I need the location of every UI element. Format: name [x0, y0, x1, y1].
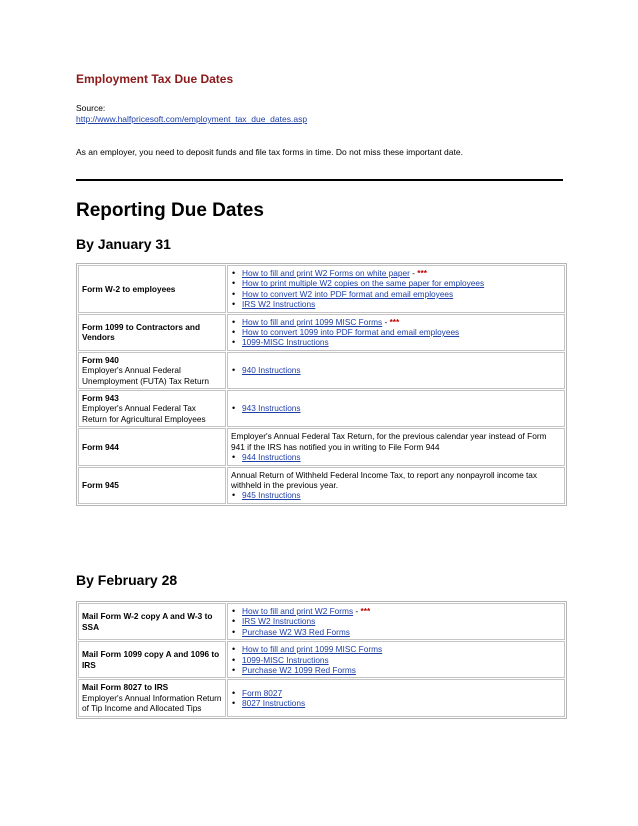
list-item — [231, 665, 561, 675]
form-cell — [78, 467, 226, 504]
instruction-link[interactable]: How to fill and print 1099 MISC Forms — [242, 644, 383, 655]
table-row — [78, 352, 565, 389]
list-item — [231, 616, 561, 626]
links-cell — [227, 314, 565, 351]
document-title: Employment Tax Due Dates — [76, 72, 234, 86]
instruction-link[interactable]: IRS W2 Instructions — [242, 299, 316, 310]
instruction-link[interactable]: 944 Instructions — [242, 452, 301, 463]
form-description: Employer's Annual Federal Unemployment (FUTA) Tax Return — [82, 365, 209, 386]
list-item — [231, 289, 561, 299]
link-list — [231, 606, 561, 637]
link-list — [231, 490, 561, 500]
list-item — [231, 490, 561, 500]
instruction-link[interactable]: How to fill and print 1099 MISC Forms — [242, 316, 383, 327]
instruction-link[interactable]: How to convert 1099 into PDF format and email employees — [242, 327, 460, 338]
link-list — [231, 365, 561, 375]
form-name: Form 940 — [82, 354, 119, 365]
link-separator: - — [353, 606, 361, 616]
instruction-link[interactable]: Purchase W2 1099 Red Forms — [242, 665, 356, 676]
list-item — [231, 688, 561, 698]
highlight-stars: *** — [417, 268, 427, 278]
form-cell — [78, 679, 226, 716]
form-cell — [78, 603, 226, 640]
link-list — [231, 268, 561, 310]
highlight-stars: *** — [389, 316, 400, 327]
list-item — [231, 299, 561, 309]
list-item — [231, 317, 561, 327]
list-item — [231, 655, 561, 665]
links-cell — [227, 428, 565, 465]
form-name: Mail Form W-2 copy A and W-3 to SSA — [82, 611, 213, 632]
form-name: Form 945 — [82, 479, 119, 490]
table-row — [78, 467, 565, 504]
instruction-link[interactable]: 1099-MISC Instructions — [242, 654, 329, 665]
link-list — [231, 317, 561, 348]
list-item — [231, 452, 561, 462]
instruction-link[interactable]: 943 Instructions — [242, 403, 301, 414]
form-cell — [78, 265, 226, 313]
instruction-link[interactable]: IRS W2 Instructions — [242, 616, 316, 627]
form-name: Form 1099 to Contractors and Vendors — [82, 321, 201, 343]
table-row — [78, 390, 565, 427]
list-item — [231, 627, 561, 637]
instruction-link[interactable]: Form 8027 — [242, 687, 283, 698]
form-cell — [78, 352, 226, 389]
instruction-link[interactable]: 1099-MISC Instructions — [242, 337, 329, 348]
form-cell — [78, 428, 226, 465]
due-dates-table-january — [76, 263, 567, 506]
table-row — [78, 314, 565, 351]
horizontal-divider — [76, 179, 563, 181]
link-separator: - — [409, 268, 418, 278]
table-row — [78, 603, 565, 640]
list-item — [231, 403, 561, 413]
link-separator: - — [382, 316, 390, 327]
list-item — [231, 327, 561, 337]
table-row — [78, 679, 565, 716]
links-cell — [227, 679, 565, 716]
links-cell — [227, 265, 565, 313]
source-label: Source: — [76, 103, 106, 113]
table-row — [78, 641, 565, 678]
section-heading-february: By February 28 — [76, 572, 178, 588]
list-item — [231, 278, 561, 288]
highlight-stars: *** — [360, 606, 371, 616]
form-name: Form W-2 to employees — [82, 283, 176, 294]
intro-text: As an employer, you need to deposit funds and file tax forms in time. Do not miss these important date. — [76, 147, 463, 157]
form-cell — [78, 314, 226, 351]
instruction-link[interactable]: How to fill and print W2 Forms on white paper — [242, 268, 410, 278]
form-name: Form 944 — [82, 441, 119, 452]
form-cell — [78, 641, 226, 678]
links-cell — [227, 352, 565, 389]
list-item — [231, 268, 561, 278]
form-summary: Employer's Annual Federal Tax Return, for the previous calendar year instead of Form 941 if the IRS has notified you in writing to File Form 944 — [231, 431, 547, 452]
link-list — [231, 644, 561, 675]
list-item — [231, 365, 561, 375]
instruction-link[interactable]: How to fill and print W2 Forms — [242, 606, 354, 616]
instruction-link[interactable]: 940 Instructions — [242, 365, 301, 376]
list-item — [231, 337, 561, 347]
link-list — [231, 452, 561, 462]
list-item — [231, 606, 561, 616]
list-item — [231, 698, 561, 708]
source-link[interactable]: http://www.halfpricesoft.com/employment_tax_due_dates.asp — [76, 114, 308, 124]
form-description: Employer's Annual Federal Tax Return for Agricultural Employees — [82, 403, 206, 424]
section-heading-january: By January 31 — [76, 236, 171, 252]
page-heading: Reporting Due Dates — [76, 200, 264, 221]
list-item — [231, 644, 561, 654]
form-name: Form 943 — [82, 393, 119, 404]
form-name: Mail Form 1099 copy A and 1096 to IRS — [82, 649, 220, 670]
instruction-link[interactable]: 8027 Instructions — [242, 698, 306, 709]
table-row — [78, 428, 565, 465]
links-cell — [227, 390, 565, 427]
form-cell — [78, 390, 226, 427]
instruction-link[interactable]: How to print multiple W2 copies on the same paper for employees — [242, 278, 485, 289]
table-row — [78, 265, 565, 313]
form-name: Mail Form 8027 to IRS — [82, 682, 169, 693]
instruction-link[interactable]: How to convert W2 into PDF format and email employees — [242, 288, 454, 299]
links-cell — [227, 603, 565, 640]
due-dates-table-february — [76, 601, 567, 719]
link-list — [231, 688, 561, 709]
links-cell — [227, 641, 565, 678]
link-list — [231, 403, 561, 413]
instruction-link[interactable]: Purchase W2 W3 Red Forms — [242, 626, 350, 637]
links-cell — [227, 467, 565, 504]
form-summary: Annual Return of Withheld Federal Income Tax, to report any nonpayroll income tax withheld in the previous year. — [231, 469, 538, 490]
form-description: Employer's Annual Information Return of Tip Income and Allocated Tips — [82, 692, 222, 714]
instruction-link[interactable]: 945 Instructions — [242, 490, 301, 501]
